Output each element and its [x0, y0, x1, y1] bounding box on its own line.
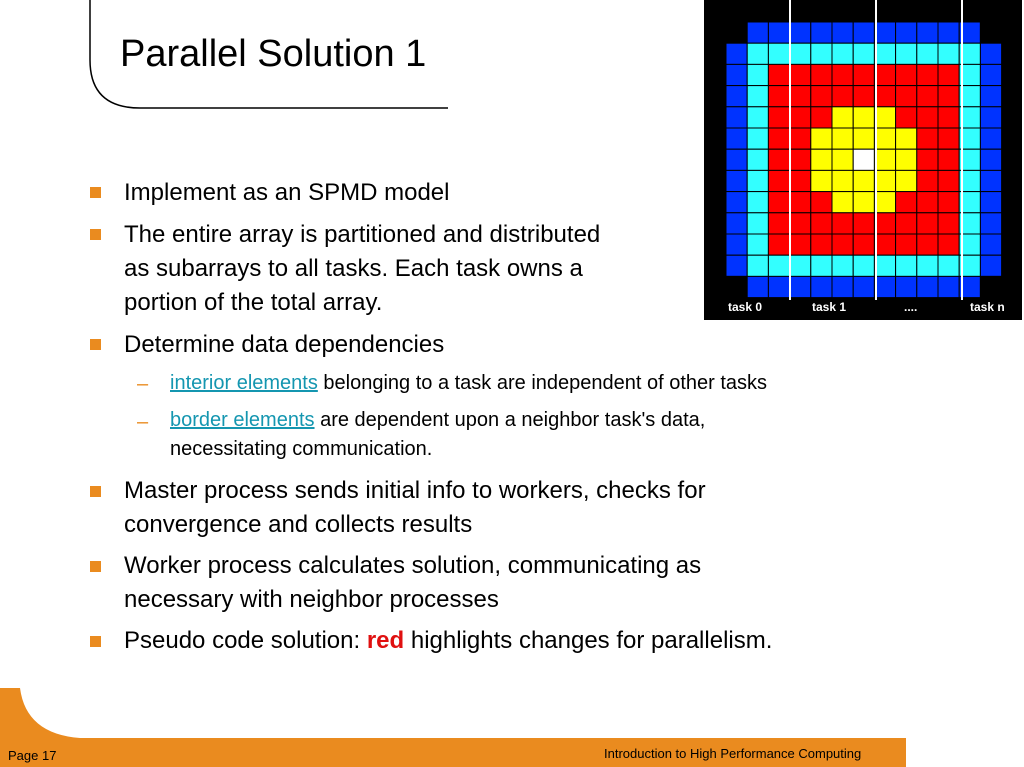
grid-cell — [874, 86, 895, 107]
grid-cell — [938, 86, 959, 107]
grid-cell — [832, 128, 853, 149]
grid-cell — [768, 192, 789, 213]
grid-cell — [726, 192, 747, 213]
grid-cell — [832, 170, 853, 191]
grid-cell — [832, 255, 853, 276]
grid-cell — [768, 213, 789, 234]
grid-cell — [790, 170, 811, 191]
grid-cell — [917, 234, 938, 255]
grid-cell — [853, 43, 874, 64]
grid-cell — [726, 170, 747, 191]
grid-cell — [896, 107, 917, 128]
grid-cell — [874, 192, 895, 213]
grid-cell — [811, 255, 832, 276]
border-elements-link[interactable]: border elements — [170, 409, 315, 431]
grid-cell — [917, 170, 938, 191]
bullet-text: highlights changes for parallelism. — [404, 627, 773, 654]
task-label-1: task 1 — [812, 300, 847, 314]
grid-cell — [980, 128, 1001, 149]
grid-cell — [811, 43, 832, 64]
grid-cell — [790, 234, 811, 255]
grid-cell — [980, 276, 1001, 297]
grid-cell — [811, 170, 832, 191]
grid-cell — [874, 213, 895, 234]
grid-cell — [874, 107, 895, 128]
grid-cell — [811, 107, 832, 128]
red-highlight-text: red — [366, 627, 405, 654]
bullet-marker — [90, 339, 101, 350]
grid-cell — [917, 107, 938, 128]
grid-cell — [726, 149, 747, 170]
grid-cell — [726, 86, 747, 107]
grid-cell — [747, 43, 768, 64]
sub-bullet-item — [170, 369, 767, 397]
grid-cell — [896, 192, 917, 213]
grid-cell — [896, 64, 917, 85]
grid-cell — [768, 64, 789, 85]
grid-cell — [768, 107, 789, 128]
grid-cell — [832, 64, 853, 85]
bullet-text: Pseudo code solution: — [124, 627, 367, 654]
grid-cell — [917, 43, 938, 64]
grid-cell — [832, 107, 853, 128]
grid-cell — [917, 128, 938, 149]
grid-cell — [768, 170, 789, 191]
grid-cell — [874, 64, 895, 85]
grid-cell — [726, 107, 747, 128]
sub-bullet-continuation: necessitating communication. — [170, 438, 433, 460]
bullet-item: Implement as an SPMD model — [124, 179, 450, 206]
grid-cell — [980, 43, 1001, 64]
grid-cell — [853, 234, 874, 255]
grid-cell — [790, 192, 811, 213]
grid-cell — [874, 255, 895, 276]
grid-cell — [811, 22, 832, 43]
grid-cell — [980, 22, 1001, 43]
interior-elements-link[interactable]: interior elements — [170, 372, 318, 394]
grid-cell — [768, 22, 789, 43]
grid-cell — [874, 276, 895, 297]
grid-cell — [896, 149, 917, 170]
grid-cell — [790, 255, 811, 276]
bullet-marker — [90, 486, 101, 497]
bullet-item-continuation: necessary with neighbor processes — [124, 586, 499, 613]
bullet-item: Determine data dependencies — [124, 331, 445, 358]
grid-cell — [938, 255, 959, 276]
grid-cell — [853, 22, 874, 43]
grid-cell — [790, 64, 811, 85]
grid-cell — [874, 22, 895, 43]
grid-cell — [938, 213, 959, 234]
grid-cell — [980, 170, 1001, 191]
footer-bar — [0, 680, 1024, 767]
grid-cell — [747, 192, 768, 213]
grid-cell — [747, 170, 768, 191]
grid-cell — [726, 128, 747, 149]
grid-cell — [747, 276, 768, 297]
grid-cell — [938, 149, 959, 170]
grid-cell — [874, 128, 895, 149]
grid-cell — [811, 64, 832, 85]
grid-cell — [980, 86, 1001, 107]
grid-cell — [811, 149, 832, 170]
grid-cell — [768, 276, 789, 297]
bullet-item-continuation: as subarrays to all tasks. Each task owns a — [124, 255, 583, 282]
array-partition-figure — [704, 0, 1022, 320]
grid-cell — [832, 43, 853, 64]
grid-cell — [832, 86, 853, 107]
grid-cell — [768, 234, 789, 255]
grid-cell — [896, 170, 917, 191]
grid-cell — [790, 213, 811, 234]
grid-cell — [896, 276, 917, 297]
grid-cell — [917, 64, 938, 85]
grid-cell — [896, 86, 917, 107]
heat-grid — [704, 0, 1022, 300]
task-label-ellipsis: .... — [904, 300, 918, 314]
grid-cell — [790, 128, 811, 149]
grid-cell — [747, 22, 768, 43]
grid-cell — [896, 43, 917, 64]
bullet-item: Worker process calculates solution, communicating as — [124, 552, 702, 579]
grid-cell — [832, 234, 853, 255]
grid-cell — [853, 86, 874, 107]
grid-cell — [938, 64, 959, 85]
grid-cell — [790, 149, 811, 170]
grid-cell — [917, 255, 938, 276]
bullet-marker — [90, 187, 101, 198]
sub-bullet-dash: – — [137, 373, 149, 395]
grid-cell — [853, 213, 874, 234]
page-number: Page 17 — [8, 748, 57, 763]
grid-cell — [768, 128, 789, 149]
grid-cell — [917, 149, 938, 170]
course-title: Introduction to High Performance Computing — [604, 746, 862, 761]
grid-cell — [811, 192, 832, 213]
sub-bullet-dash: – — [137, 411, 149, 433]
grid-cell — [790, 107, 811, 128]
grid-cell — [726, 43, 747, 64]
bullet-marker — [90, 229, 101, 240]
grid-cell — [938, 22, 959, 43]
grid-cell — [917, 276, 938, 297]
grid-cell — [853, 276, 874, 297]
grid-cell — [874, 170, 895, 191]
bullet-item: The entire array is partitioned and distributed — [124, 221, 601, 248]
grid-cell — [747, 86, 768, 107]
grid-cell — [726, 234, 747, 255]
task-label-0: task 0 — [728, 300, 763, 314]
grid-cell — [938, 128, 959, 149]
grid-cell — [747, 149, 768, 170]
grid-cell — [917, 86, 938, 107]
bullet-item — [124, 624, 772, 657]
grid-cell — [980, 234, 1001, 255]
grid-cell — [832, 22, 853, 43]
grid-cell — [853, 149, 874, 170]
grid-cell — [811, 234, 832, 255]
grid-cell — [726, 213, 747, 234]
sub-bullet-text: belonging to a task are independent of other tasks — [317, 372, 768, 394]
grid-cell — [726, 22, 747, 43]
grid-cell — [896, 255, 917, 276]
grid-cell — [896, 22, 917, 43]
grid-cell — [874, 43, 895, 64]
sub-bullet-item — [170, 406, 705, 434]
grid-cell — [811, 213, 832, 234]
grid-cell — [853, 107, 874, 128]
grid-cell — [980, 107, 1001, 128]
grid-cell — [811, 276, 832, 297]
grid-cell — [811, 128, 832, 149]
grid-cell — [938, 170, 959, 191]
grid-cell — [917, 192, 938, 213]
grid-cell — [747, 64, 768, 85]
grid-cell — [726, 276, 747, 297]
grid-cell — [747, 128, 768, 149]
grid-cell — [790, 86, 811, 107]
grid-cell — [768, 86, 789, 107]
grid-cell — [768, 43, 789, 64]
bullet-item-continuation: convergence and collects results — [124, 511, 473, 538]
grid-cell — [853, 192, 874, 213]
grid-cell — [747, 234, 768, 255]
grid-cell — [896, 234, 917, 255]
grid-cell — [938, 192, 959, 213]
grid-cell — [832, 276, 853, 297]
grid-cell — [768, 149, 789, 170]
grid-cell — [790, 22, 811, 43]
bullet-marker — [90, 636, 101, 647]
grid-cell — [938, 234, 959, 255]
grid-cell — [938, 276, 959, 297]
grid-cell — [896, 213, 917, 234]
grid-cell — [726, 255, 747, 276]
grid-cell — [832, 149, 853, 170]
grid-cell — [747, 255, 768, 276]
grid-cell — [938, 107, 959, 128]
grid-cell — [832, 192, 853, 213]
grid-cell — [980, 213, 1001, 234]
grid-cell — [768, 255, 789, 276]
grid-cell — [896, 128, 917, 149]
bullet-item: Master process sends initial info to workers, checks for — [124, 477, 706, 504]
grid-cell — [917, 22, 938, 43]
slide-title: Parallel Solution 1 — [120, 33, 427, 75]
grid-cell — [980, 64, 1001, 85]
grid-cell — [980, 149, 1001, 170]
grid-cell — [980, 192, 1001, 213]
grid-cell — [853, 128, 874, 149]
grid-cell — [747, 213, 768, 234]
grid-cell — [853, 64, 874, 85]
grid-cell — [917, 213, 938, 234]
grid-cell — [874, 149, 895, 170]
grid-cell — [853, 170, 874, 191]
task-label-n: task n — [970, 300, 1005, 314]
bullet-marker — [90, 561, 101, 572]
grid-cell — [726, 64, 747, 85]
grid-cell — [980, 255, 1001, 276]
grid-cell — [938, 43, 959, 64]
grid-cell — [853, 255, 874, 276]
grid-cell — [811, 86, 832, 107]
grid-cell — [747, 107, 768, 128]
sub-bullet-text: are dependent upon a neighbor task's data, — [314, 409, 706, 431]
bullet-item-continuation: portion of the total array. — [124, 289, 383, 316]
grid-cell — [832, 213, 853, 234]
grid-cell — [874, 234, 895, 255]
grid-cell — [790, 43, 811, 64]
grid-cell — [790, 276, 811, 297]
